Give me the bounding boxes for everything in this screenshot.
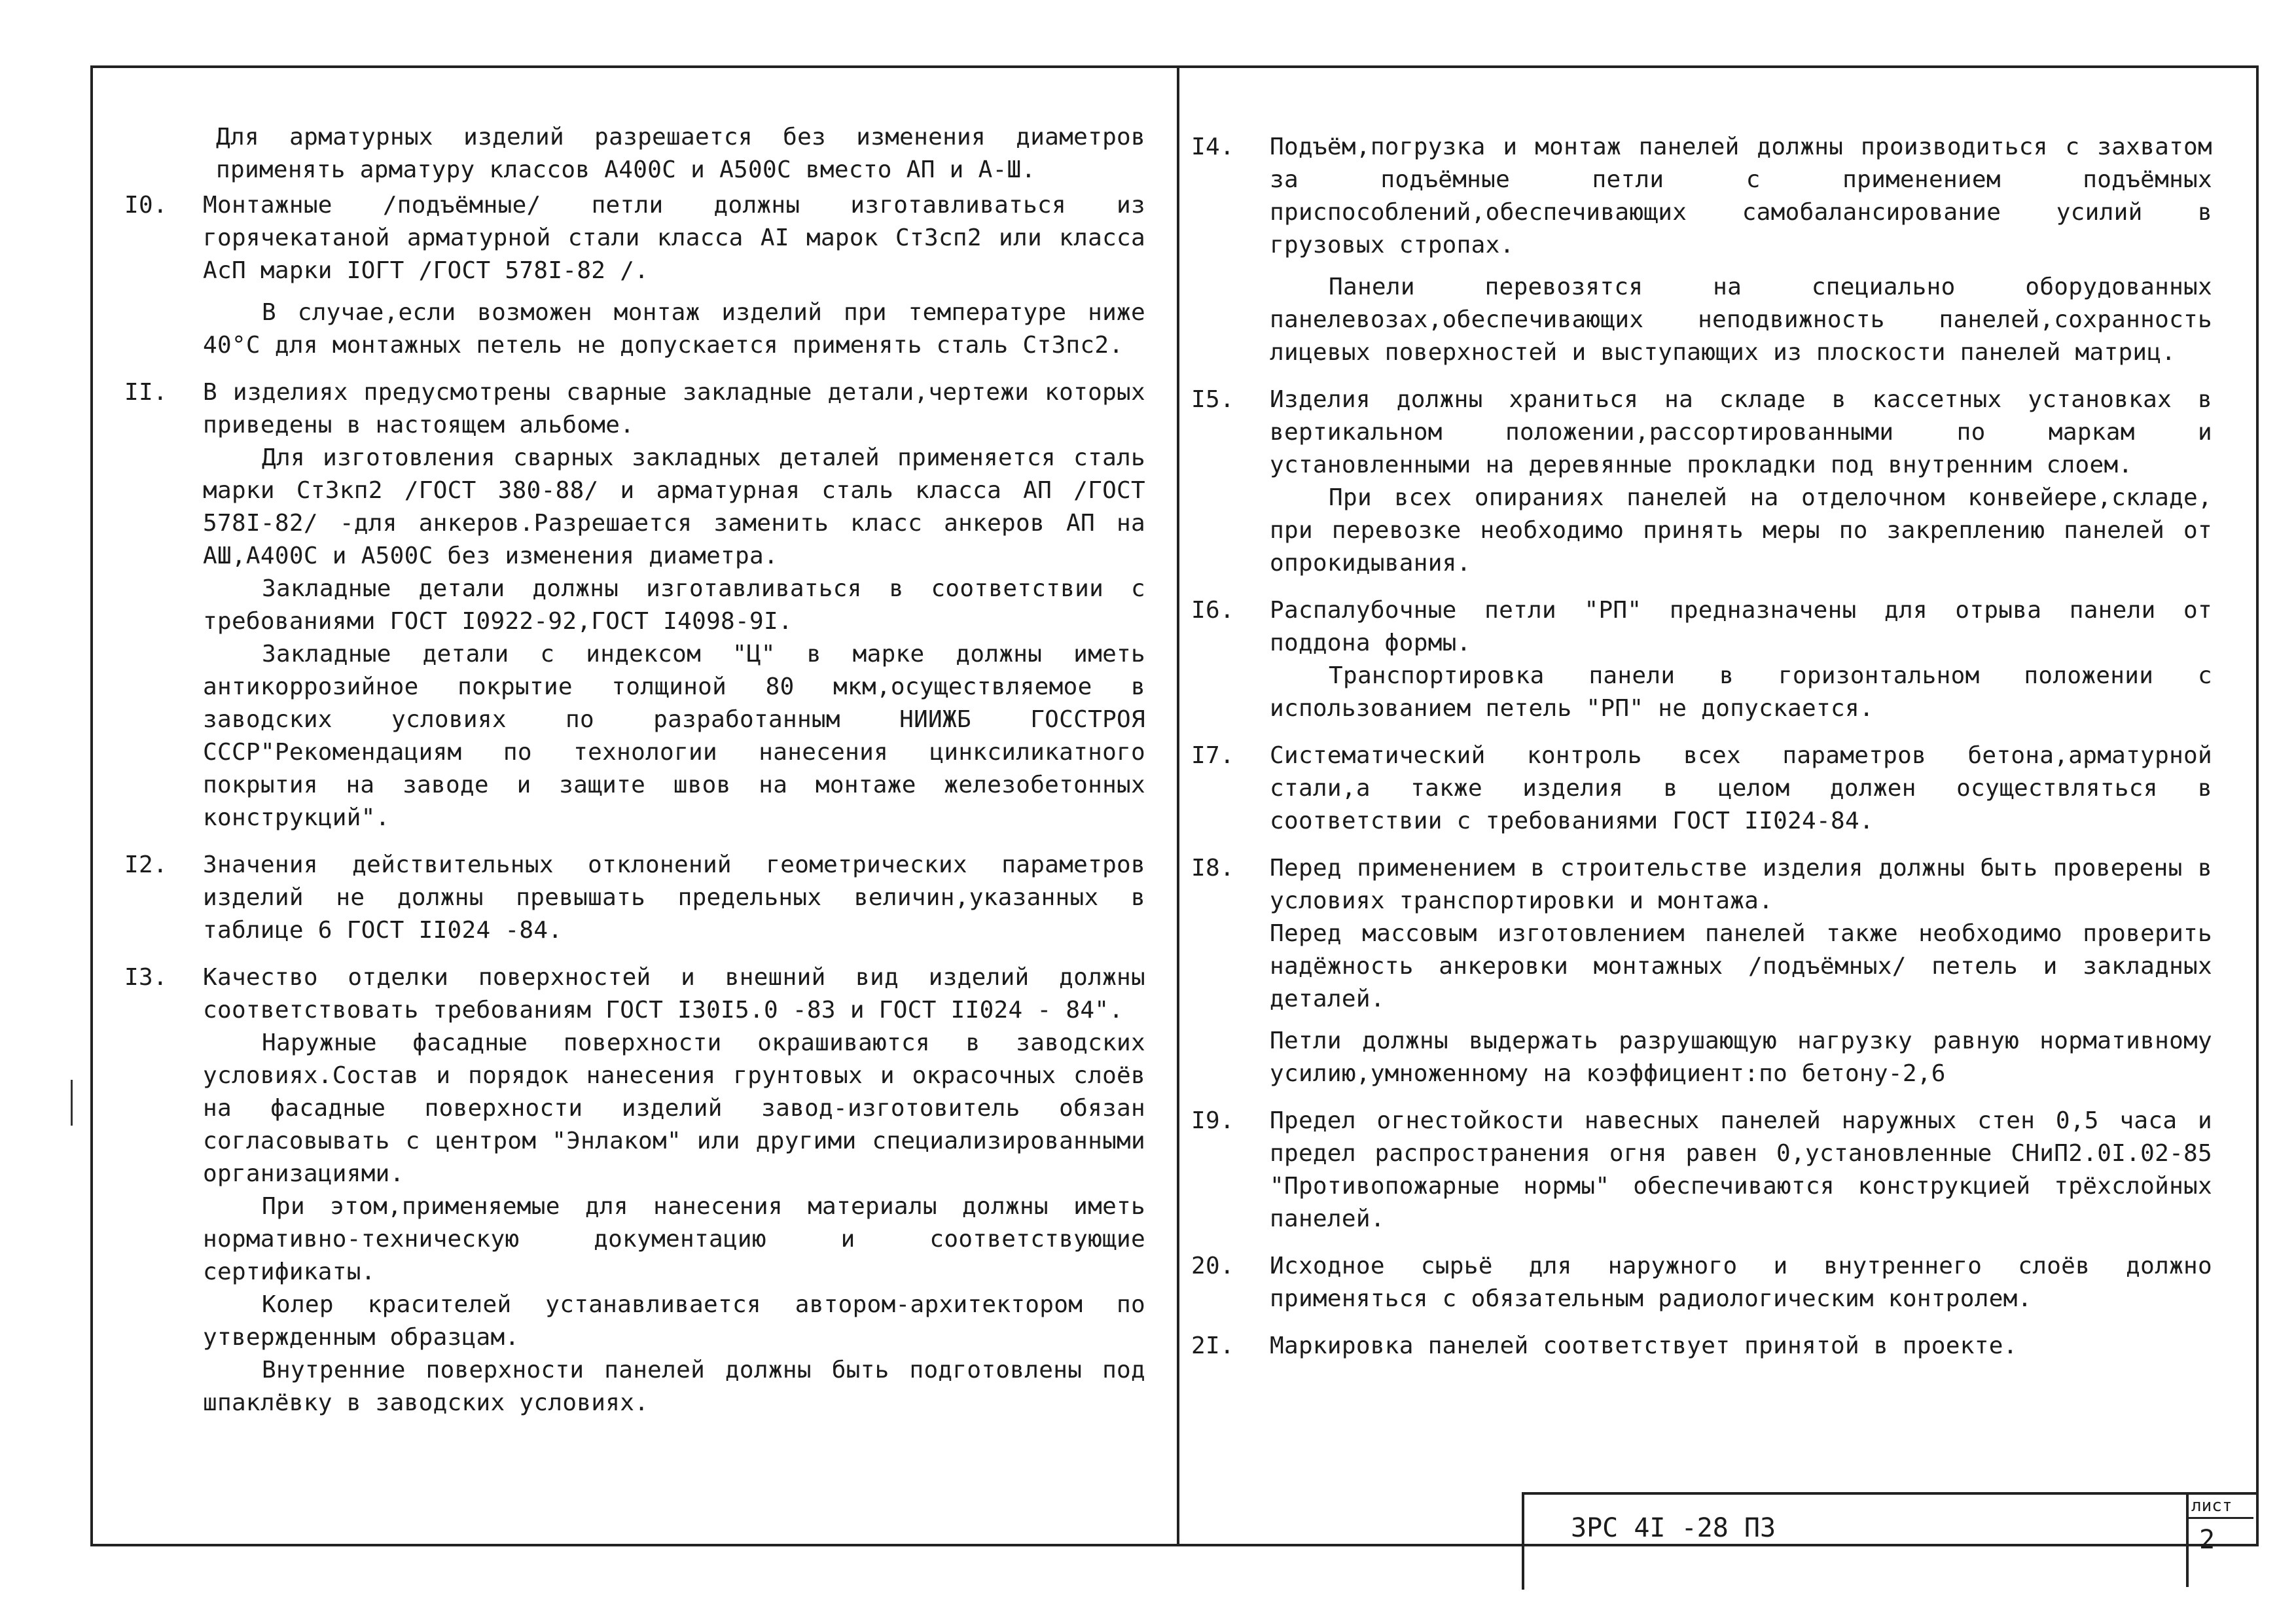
clause-text: Подъём,погрузка и монтаж панелей должны производиться с захватом за подъёмные петли с применением подъёмных приспособлений,обеспечивающих самобалансирование усилий в грузовых стропах. xyxy=(1270,134,2212,259)
clause-text: Качество отделки поверхностей и внешний вид изделий должны соответствовать требованиям ГОСТ I30I5.0 -83 и ГОСТ II024 - 84". xyxy=(203,964,1145,1024)
clause-number: I6. xyxy=(1191,597,1234,624)
clause-number: 20. xyxy=(1191,1253,1234,1279)
clause-text: Закладные детали должны изготавливаться в соответствии с требованиями ГОСТ I0922-92,ГОСТ I4098-9I. xyxy=(203,575,1145,635)
right-column xyxy=(1191,131,2212,1377)
clause-text: Для изготовления сварных закладных деталей применяется сталь марки Ст3кп2 /ГОСТ 380-88/ и арматурная сталь класса АП /ГОСТ 578I-82/ -для анкеров.Разрешается заменить класс анкеров АП на АШ,А400С и А500С без изменения диаметра. xyxy=(203,444,1145,569)
clause-number: I7. xyxy=(1191,742,1234,769)
binding-mark xyxy=(71,1080,73,1126)
clause-16 xyxy=(1191,594,2212,725)
document-code: 3РС 4I -28 ПЗ xyxy=(1571,1513,1776,1543)
left-column xyxy=(124,121,1145,1434)
clause-number: I2. xyxy=(124,851,168,878)
clause-text: Внутренние поверхности панелей должны быть подготовлены под шпаклёвку в заводских условиях. xyxy=(203,1357,1145,1416)
clause-text: Систематический контроль всех параметров бетона,арматурной стали,а также изделия в целом должен осуществляться в соответствии с требованиями ГОСТ II024-84. xyxy=(1270,742,2212,834)
clause-text: Изделия должны храниться на складе в кассетных установках в вертикальном положении,рассортированными по маркам и установленными на деревянные прокладки под внутренним слоем. xyxy=(1270,386,2212,478)
clause-number: I4. xyxy=(1191,134,1234,160)
clause-text: При этом,применяемые для нанесения материалы должны иметь нормативно-техническую документацию и соответствующие сертификаты. xyxy=(203,1193,1145,1285)
clause-text: Значения действительных отклонений геометрических параметров изделий не должны превышать предельных величин,указанных в таблице 6 ГОСТ II024 -84. xyxy=(203,851,1145,944)
sheet-label: лист xyxy=(2191,1496,2233,1516)
clause-21 xyxy=(1191,1330,2212,1363)
clause-11 xyxy=(124,376,1145,834)
clause-text: Предел огнестойкости навесных панелей наружных стен 0,5 часа и предел распространения огня равен 0,установленные СНиП2.0I.02-85 "Противопожарные нормы" обеспечиваются конструкцией трёхслойных панелей. xyxy=(1270,1107,2212,1232)
clause-text: Перед применением в строительстве изделия должны быть проверены в условиях транспортировки и монтажа. xyxy=(1270,855,2212,914)
clause-text: Перед массовым изготовлением панелей также необходимо проверить надёжность анкеровки монтажных /подъёмных/ петель и закладных деталей. xyxy=(1270,920,2212,1012)
sheet-number: 2 xyxy=(2199,1525,2215,1555)
clause-text: В случае,если возможен монтаж изделий при температуре ниже 40°С для монтажных петель не допускается применять сталь Ст3пс2. xyxy=(203,299,1145,359)
clause-number: II. xyxy=(124,379,168,406)
clause-number: I3. xyxy=(124,964,168,991)
clause-text: Колер красителей устанавливается автором-архитектором по утвержденным образцам. xyxy=(203,1291,1145,1351)
clause-12 xyxy=(124,849,1145,947)
clause-14 xyxy=(1191,131,2212,369)
clause-text: Наружные фасадные поверхности окрашиваются в заводских условиях.Состав и порядок нанесения грунтовых и окрасочных слоёв на фасадные поверхности изделий завод-изготовитель обязан согласовывать с центром "Энлаком" или другими специализированными организациями. xyxy=(203,1029,1145,1187)
clause-text: Закладные детали с индексом "Ц" в марке должны иметь антикоррозийное покрытие толщиной 80 мкм,осуществляемое в заводских условиях по разработанным НИИЖБ ГОССТРОЯ СССР"Рекомендациям по технологии нанесения цинксиликатного покрытия на заводе и защите швов на монтаже железобетонных конструкций". xyxy=(203,641,1145,831)
clause-17 xyxy=(1191,740,2212,838)
clause-15 xyxy=(1191,383,2212,580)
clause-number: I0. xyxy=(124,192,168,219)
clause-19 xyxy=(1191,1105,2212,1236)
clause-number: I5. xyxy=(1191,386,1234,413)
clause-text: Панели перевозятся на специально оборудованных панелевозах,обеспечивающих неподвижность панелей,сохранность лицевых поверхностей и выступающих из плоскости панелей матриц. xyxy=(1270,274,2212,366)
clause-text: Распалубочные петли "РП" предназначены для отрыва панели от поддона формы. xyxy=(1270,597,2212,656)
intro-paragraph: Для арматурных изделий разрешается без изменения диаметров применять арматуру классов А400С и А500С вместо АП и А-Ш. xyxy=(216,124,1145,183)
clause-20 xyxy=(1191,1250,2212,1315)
sheet-divider xyxy=(2186,1517,2253,1519)
clause-text: При всех опираниях панелей на отделочном конвейере,складе, при перевозке необходимо принять меры по закреплению панелей от опрокидывания. xyxy=(1270,484,2212,577)
clause-text: Монтажные /подъёмные/ петли должны изготавливаться из горячекатаной арматурной стали класса АI марок Ст3сп2 или класса АсП марки IОГТ /ГОСТ 578I-82 /. xyxy=(203,192,1145,284)
clause-number: I9. xyxy=(1191,1107,1234,1134)
clause-text: Исходное сырьё для наружного и внутреннего слоёв должно применяться с обязательным радиологическим контролем. xyxy=(1270,1253,2212,1312)
clause-text: В изделиях предусмотрены сварные закладные детали,чертежи которых приведены в настоящем альбоме. xyxy=(203,379,1145,438)
clause-10 xyxy=(124,189,1145,362)
clause-13 xyxy=(124,961,1145,1419)
clause-number: 2I. xyxy=(1191,1332,1234,1359)
clause-text: Маркировка панелей соответствует принятой в проекте. xyxy=(1270,1332,2018,1359)
clause-text: Транспортировка панели в горизонтальном положении с использованием петель "РП" не допускается. xyxy=(1270,662,2212,722)
clause-text: Петли должны выдержать разрушающую нагрузку равную нормативному усилию,умноженному на коэффициент:по бетону-2,6 xyxy=(1270,1027,2212,1087)
clause-18 xyxy=(1191,852,2212,1090)
clause-number: I8. xyxy=(1191,855,1234,882)
